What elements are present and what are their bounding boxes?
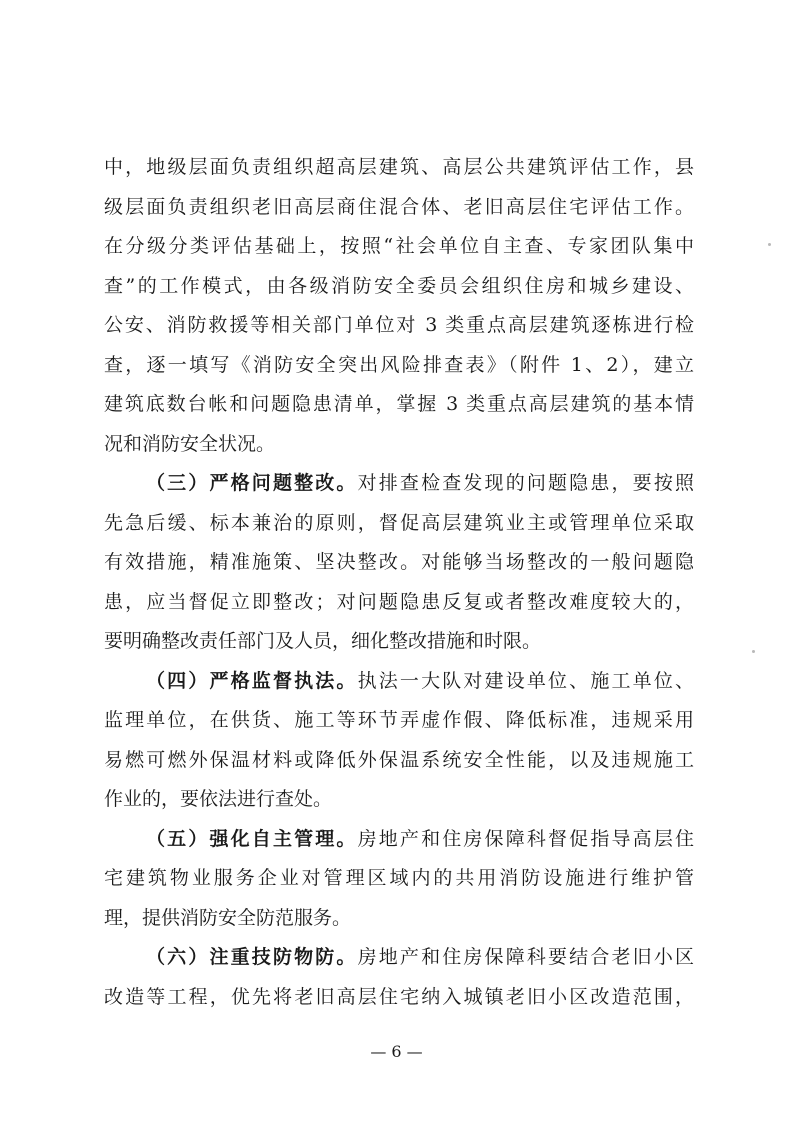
paragraph-line: 改造等工程，优先将老旧高层住宅纳入城镇老旧小区改造范围，	[104, 986, 694, 1008]
section-text: 房地产和住房保障科督促指导高层住	[357, 828, 694, 850]
page-number: — 6 —	[370, 1042, 423, 1061]
paragraph-line: 先急后缓、标本兼治的原则，督促高层建筑业主或管理单位采取	[104, 512, 694, 534]
paragraph-line: 中，地级层面负责组织超高层建筑、高层公共建筑评估工作，县	[104, 156, 694, 178]
section-text: 执法一大队对建设单位、施工单位、	[357, 670, 694, 692]
paragraph-line: 公安、消防救援等相关部门单位对 3 类重点高层建筑逐栋进行检	[104, 314, 694, 336]
paragraph-line: 查，逐一填写《消防安全突出风险排查表》（附件 1、2），建立	[104, 354, 694, 376]
scan-speck	[752, 650, 755, 653]
paragraph-line: 建筑底数台帐和问题隐患清单，掌握 3 类重点高层建筑的基本情	[104, 393, 694, 415]
paragraph-line: 查”的工作模式，由各级消防安全委员会组织住房和城乡建设、	[104, 275, 694, 297]
paragraph-line: 要明确整改责任部门及人员，细化整改措施和时限。	[104, 630, 542, 652]
section-first-line	[146, 942, 694, 972]
paragraph-line: 有效措施，精准施策、坚决整改。对能够当场整改的一般问题隐	[104, 551, 694, 573]
paragraph-line: 在分级分类评估基础上，按照“社会单位自主查、专家团队集中	[104, 235, 694, 257]
section-text: 对排查检查发现的问题隐患，要按照	[357, 472, 694, 494]
paragraph-line: 理，提供消防安全防范服务。	[104, 907, 352, 929]
paragraph-line: 易燃可燃外保温材料或降低外保温系统安全性能，以及违规施工	[104, 749, 694, 771]
section-text: 房地产和住房保障科要结合老旧小区	[357, 946, 694, 968]
section-first-line	[146, 666, 694, 696]
section-heading: （四）严格监督执法。	[146, 670, 358, 692]
paragraph-line: 患，应当督促立即整改；对问题隐患反复或者整改难度较大的，	[104, 591, 694, 613]
section-first-line	[146, 468, 694, 498]
paragraph-line: 况和消防安全状况。	[104, 433, 276, 455]
section-heading: （六）注重技防物防。	[146, 946, 358, 968]
section-first-line	[146, 824, 694, 854]
paragraph-line: 监理单位，在供货、施工等环节弄虚作假、降低标准，违规采用	[104, 709, 694, 731]
paragraph-line: 宅建筑物业服务企业对管理区域内的共用消防设施进行维护管	[104, 867, 694, 889]
section-heading: （五）强化自主管理。	[146, 828, 358, 850]
scan-speck	[768, 243, 771, 246]
section-heading: （三）严格问题整改。	[146, 472, 358, 494]
paragraph-line: 级层面负责组织老旧高层商住混合体、老旧高层住宅评估工作。	[104, 196, 694, 218]
paragraph-line: 作业的，要依法进行查处。	[104, 788, 333, 810]
